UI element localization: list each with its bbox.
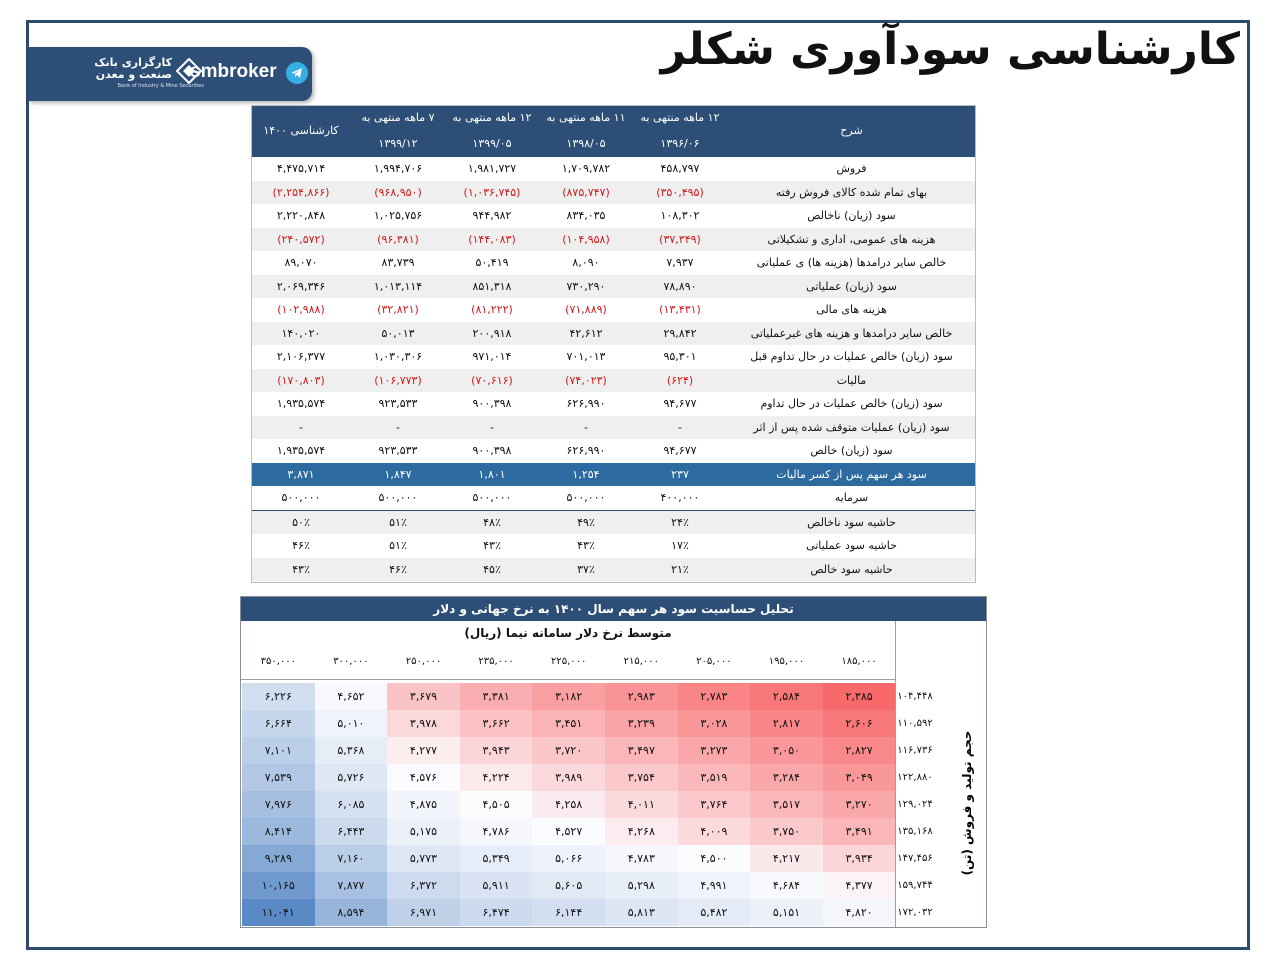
value-cell: ۱,۲۵۴ xyxy=(539,463,633,487)
row-label: سود (زیان) خالص عملیات در حال تداوم قبل xyxy=(750,350,953,364)
heatmap-cell: ۶,۱۴۴ xyxy=(532,899,605,926)
value-cell: ۸۳۴,۰۳۵ xyxy=(566,209,606,223)
header-line: ۱۲ ماهه منتهی به xyxy=(640,111,720,124)
heatmap-cell: ۳,۰۴۹ xyxy=(823,764,896,791)
page-title: کارشناسی سودآوری شکلر xyxy=(660,24,1240,75)
heatmap-cell: ۷,۱۶۰ xyxy=(315,845,388,872)
bank-name: کارگزاری بانک صنعت و معدن xyxy=(94,56,172,81)
value-cell: (۸۱,۲۲۲) xyxy=(471,303,513,317)
heatmap-cell: ۴,۶۵۲ xyxy=(315,683,388,710)
table-row xyxy=(251,251,976,275)
value-cell: ۷,۹۳۷ xyxy=(666,256,694,270)
heatmap-cell: ۲,۹۸۳ xyxy=(605,683,678,710)
value-cell: ۷۸,۸۹۰ xyxy=(633,275,727,299)
row-label: خالص سایر درامدها و هزینه های غیرعملیاتی xyxy=(727,322,976,346)
header-date: ۱۳۹۹/۰۵ xyxy=(472,137,512,150)
heatmap-cell: ۸,۵۹۴ xyxy=(315,899,388,926)
row-label: حاشیه سود خالص xyxy=(727,558,976,582)
value-cell: ۱,۹۳۵,۵۷۴ xyxy=(276,444,326,458)
volume-row-label: ۱۲۲,۸۸۰ xyxy=(897,772,933,783)
heatmap-cell: ۴,۸۷۵ xyxy=(387,791,460,818)
value-cell: ۲۰۰,۹۱۸ xyxy=(445,322,539,346)
value-cell: ۸۵۱,۳۱۸ xyxy=(445,275,539,299)
value-cell: (۱۷۰,۸۰۳) xyxy=(251,369,351,393)
header-date: ۱۳۹۶/۰۶ xyxy=(660,137,700,150)
value-cell: - xyxy=(251,416,351,440)
volume-row-label: ۱۴۷,۴۵۶ xyxy=(897,853,933,864)
heatmap-cell: ۲,۸۲۷ xyxy=(823,737,896,764)
heatmap-cell: ۳,۴۵۱ xyxy=(532,710,605,737)
table-row xyxy=(251,534,976,558)
heatmap-cell: ۵,۴۸۲ xyxy=(678,899,751,926)
heatmap-cell: ۶,۳۷۲ xyxy=(387,872,460,899)
heatmap-cell: ۴,۲۲۴ xyxy=(460,764,533,791)
heatmap-cell: ۳,۹۸۹ xyxy=(532,764,605,791)
value-cell: ۴۳٪ xyxy=(483,539,501,553)
value-cell: ۷۰۱,۰۱۳ xyxy=(566,350,606,364)
row-label: هزینه های عمومی، اداری و تشکیلاتی xyxy=(727,228,976,252)
row-label: حاشیه سود ناخالص xyxy=(727,510,976,534)
row-label: هزینه های مالی xyxy=(816,303,887,317)
volume-row-label: ۱۳۵,۱۶۸ xyxy=(897,826,933,837)
heatmap-cell: ۳,۹۴۳ xyxy=(460,737,533,764)
row-label: مالیات xyxy=(727,369,976,393)
heatmap-cell: ۶,۹۷۱ xyxy=(387,899,460,926)
row-label: سود (زیان) عملیاتی xyxy=(727,275,976,299)
heatmap-cell: ۳,۲۳۹ xyxy=(605,710,678,737)
dollar-rate-header: ۳۰۰,۰۰۰ xyxy=(333,656,369,667)
bank-name-en: Bank of Industry & Mine Securities xyxy=(117,83,204,89)
value-cell: (۳۲,۸۲۱) xyxy=(377,303,419,317)
value-cell: ۴,۴۷۵,۷۱۴ xyxy=(276,162,326,176)
value-cell: ۴۵۸,۷۹۷ xyxy=(660,162,700,176)
value-cell: ۱,۹۸۱,۷۲۷ xyxy=(467,162,517,176)
value-cell: ۹۰۰,۳۹۸ xyxy=(472,444,512,458)
heatmap-cell: ۵,۳۶۸ xyxy=(315,737,388,764)
heatmap-cell: ۸,۴۱۴ xyxy=(242,818,315,845)
row-label: سرمایه xyxy=(834,491,869,505)
value-cell: ۵۱٪ xyxy=(351,510,445,534)
table-row xyxy=(251,322,976,346)
volume-row-label: ۱۱۰,۵۹۲ xyxy=(897,718,933,729)
heatmap-cell: ۵,۷۲۶ xyxy=(315,764,388,791)
value-cell: ۲۳۷ xyxy=(633,463,727,487)
volume-axis-text: حجم تولید و فروش (تن) xyxy=(960,730,974,876)
sensitivity-title: تحلیل حساسیت سود هر سهم سال ۱۴۰۰ به نرخ جهانی و دلار xyxy=(241,597,986,621)
heatmap-cell: ۳,۲۷۰ xyxy=(823,791,896,818)
volume-axis-label xyxy=(949,683,985,923)
heatmap-cell: ۵,۲۹۸ xyxy=(605,872,678,899)
value-cell: ۱,۷۰۹,۷۸۲ xyxy=(561,162,611,176)
header-period xyxy=(351,105,445,157)
heatmap-cell: ۵,۳۴۹ xyxy=(460,845,533,872)
heatmap-cell: ۴,۵۰۰ xyxy=(678,845,751,872)
value-cell: ۵۰,۴۱۹ xyxy=(475,256,509,270)
value-cell: ۹۰۰,۳۹۸ xyxy=(472,397,512,411)
value-cell: (۹۶۸,۹۵۰) xyxy=(351,181,445,205)
value-cell: ۹۷۱,۰۱۴ xyxy=(472,350,512,364)
value-cell: ۱۴۰,۰۲۰ xyxy=(251,322,351,346)
row-label: بهای تمام شده کالای فروش رفته xyxy=(727,181,976,205)
heatmap-cell: ۴,۰۱۱ xyxy=(605,791,678,818)
heatmap-cell: ۴,۶۸۴ xyxy=(750,872,823,899)
value-cell: (۱۰۲,۹۸۸) xyxy=(277,303,325,317)
heatmap-cell: ۳,۵۱۷ xyxy=(750,791,823,818)
value-cell: (۷۱,۸۸۹) xyxy=(565,303,607,317)
header-line: ۷ ماهه منتهی به xyxy=(361,111,435,124)
volume-row-label: ۱۵۹,۷۴۴ xyxy=(897,880,933,891)
dollar-rate-header: ۱۸۵,۰۰۰ xyxy=(841,656,877,667)
heatmap-cell: ۴,۷۸۶ xyxy=(460,818,533,845)
value-cell: ۲,۱۰۶,۳۷۷ xyxy=(276,350,326,364)
heatmap-cell: ۵,۸۱۳ xyxy=(605,899,678,926)
value-cell: (۶۲۴) xyxy=(633,369,727,393)
heatmap-cell: ۴,۲۱۷ xyxy=(750,845,823,872)
heatmap-cell: ۳,۹۷۸ xyxy=(387,710,460,737)
heatmap-cell: ۶,۴۷۴ xyxy=(460,899,533,926)
value-cell: ۱,۰۲۵,۷۵۶ xyxy=(373,209,423,223)
broker-logo xyxy=(28,47,312,101)
header-description xyxy=(727,105,976,157)
row-label: حاشیه سود عملیاتی xyxy=(806,539,897,553)
heatmap-cell: ۵,۷۷۳ xyxy=(387,845,460,872)
heatmap-cell: ۳,۵۱۹ xyxy=(678,764,751,791)
value-cell: ۵۰٪ xyxy=(251,510,351,534)
heatmap-cell: ۷,۱۰۱ xyxy=(242,737,315,764)
value-cell: ۵۰۰,۰۰۰ xyxy=(566,491,606,505)
heatmap-cell: ۵,۱۷۵ xyxy=(387,818,460,845)
heatmap-cell: ۲,۷۸۳ xyxy=(678,683,751,710)
dollar-rate-axis-label: متوسط نرخ دلار سامانه نیما (ریال) xyxy=(464,626,672,640)
heatmap-cell: ۳,۹۳۴ xyxy=(823,845,896,872)
heatmap-cell: ۴,۲۷۷ xyxy=(387,737,460,764)
table-row xyxy=(251,486,976,510)
table-row xyxy=(251,369,976,393)
value-cell: ۱,۰۳۰,۳۰۶ xyxy=(373,350,423,364)
value-cell: ۱,۰۱۳,۱۱۴ xyxy=(351,275,445,299)
value-cell: - xyxy=(351,416,445,440)
table-row xyxy=(251,204,976,228)
header-line: کارشناسی ۱۴۰۰ xyxy=(263,124,339,137)
value-cell: ۴۹٪ xyxy=(539,510,633,534)
table-row xyxy=(251,439,976,463)
heatmap-cell: ۳,۷۵۴ xyxy=(605,764,678,791)
heatmap-cell: ۴,۲۵۸ xyxy=(532,791,605,818)
heatmap-cell: ۷,۸۷۷ xyxy=(315,872,388,899)
bank-logo xyxy=(68,53,204,95)
value-cell: (۱۰۶,۷۷۳) xyxy=(351,369,445,393)
value-cell: ۹۴,۶۷۷ xyxy=(663,397,697,411)
heatmap-cell: ۴,۵۷۶ xyxy=(387,764,460,791)
value-cell: ۴۵٪ xyxy=(445,558,539,582)
value-cell: ۹۲۳,۵۳۳ xyxy=(378,444,418,458)
value-cell: ۲,۰۶۹,۳۴۶ xyxy=(251,275,351,299)
heatmap-cell: ۵,۶۰۵ xyxy=(532,872,605,899)
financial-table xyxy=(251,105,976,581)
value-cell: ۵۰۰,۰۰۰ xyxy=(472,491,512,505)
table-row xyxy=(251,510,976,534)
sensitivity-table xyxy=(240,596,987,928)
value-cell: ۴۲,۶۱۲ xyxy=(539,322,633,346)
value-cell: ۸,۰۹۰ xyxy=(572,256,600,270)
table-row xyxy=(251,463,976,487)
value-cell: ۱,۹۳۵,۵۷۴ xyxy=(276,397,326,411)
table-row xyxy=(251,345,976,369)
heatmap-cell: ۳,۰۵۰ xyxy=(750,737,823,764)
heatmap-cell: ۶,۶۶۴ xyxy=(242,710,315,737)
heatmap-cell: ۳,۷۶۴ xyxy=(678,791,751,818)
table-row xyxy=(251,392,976,416)
heatmap-cell: ۵,۰۱۰ xyxy=(315,710,388,737)
value-cell: - xyxy=(445,416,539,440)
heatmap-cell: ۴,۵۲۷ xyxy=(532,818,605,845)
value-cell: ۹۴۴,۹۸۲ xyxy=(472,209,512,223)
table-row xyxy=(251,275,976,299)
heatmap-cell: ۱۰,۱۶۵ xyxy=(242,872,315,899)
heatmap-cell: ۶,۲۲۶ xyxy=(242,683,315,710)
value-cell: ۱,۹۹۴,۷۰۶ xyxy=(373,162,423,176)
heatmap-cell: ۷,۵۳۹ xyxy=(242,764,315,791)
header-period xyxy=(633,105,727,157)
heatmap-cell: ۴,۹۹۱ xyxy=(678,872,751,899)
volume-row-label: ۱۱۶,۷۳۶ xyxy=(897,745,933,756)
heatmap-cell: ۶,۴۴۳ xyxy=(315,818,388,845)
value-cell: (۹۶,۳۸۱) xyxy=(351,228,445,252)
dollar-rate-header: ۲۰۵,۰۰۰ xyxy=(696,656,732,667)
value-cell: ۲,۲۲۰,۸۴۸ xyxy=(276,209,326,223)
volume-row-label: ۱۲۹,۰۲۴ xyxy=(897,799,933,810)
row-label: سود (زیان) خالص عملیات در حال تداوم xyxy=(760,397,943,411)
dollar-rate-header: ۲۵۰,۰۰۰ xyxy=(405,656,442,667)
table-row xyxy=(251,228,976,252)
volume-row-label: ۱۰۴,۴۴۸ xyxy=(897,691,933,702)
heatmap-cell: ۳,۱۸۲ xyxy=(532,683,605,710)
heatmap-cell: ۶,۰۸۵ xyxy=(315,791,388,818)
value-cell: (۱,۰۳۶,۷۴۵) xyxy=(445,181,539,205)
heatmap-cell: ۴,۷۸۳ xyxy=(605,845,678,872)
value-cell: ۴۳٪ xyxy=(577,539,595,553)
heatmap-cell: ۲,۸۱۷ xyxy=(750,710,823,737)
heatmap-cell: ۲,۶۰۶ xyxy=(823,710,896,737)
value-cell: (۱۰۴,۹۵۸) xyxy=(539,228,633,252)
header-line: ۱۲ ماهه منتهی به xyxy=(452,111,532,124)
dollar-rate-header: ۱۹۵,۰۰۰ xyxy=(768,656,805,667)
row-label: سود (زیان) خالص xyxy=(810,444,893,458)
heatmap-cell: ۳,۷۲۰ xyxy=(532,737,605,764)
value-cell: ۸۹,۰۷۰ xyxy=(284,256,318,270)
heatmap-cell: ۹,۲۸۹ xyxy=(242,845,315,872)
divider xyxy=(241,679,895,680)
value-cell: ۸۳,۷۳۹ xyxy=(381,256,415,270)
table-row xyxy=(251,157,976,181)
heatmap-cell: ۲,۳۸۵ xyxy=(823,683,896,710)
heatmap-cell: ۴,۳۷۷ xyxy=(823,872,896,899)
heatmap-cell: ۳,۶۶۲ xyxy=(460,710,533,737)
value-cell: ۲۱٪ xyxy=(633,558,727,582)
value-cell: (۷۰,۶۱۶) xyxy=(445,369,539,393)
value-cell: ۱,۸۰۱ xyxy=(445,463,539,487)
table-row xyxy=(251,298,976,322)
header-line: ۱۱ ماهه منتهی به xyxy=(546,111,626,124)
value-cell: - xyxy=(633,416,727,440)
heatmap-cell: ۳,۶۷۹ xyxy=(387,683,460,710)
heatmap-cell: ۴,۸۲۰ xyxy=(823,899,896,926)
row-label: سود (زیان) ناخالص xyxy=(807,209,896,223)
value-cell: ۴۶٪ xyxy=(292,539,310,553)
value-cell: ۱,۸۴۷ xyxy=(351,463,445,487)
heatmap-cell: ۲,۵۸۴ xyxy=(750,683,823,710)
value-cell: ۹۵,۳۰۱ xyxy=(663,350,697,364)
value-cell: ۱۷٪ xyxy=(671,539,689,553)
value-cell: (۲,۲۵۴,۸۶۶) xyxy=(251,181,351,205)
value-cell: - xyxy=(539,416,633,440)
value-cell: ۵۰,۰۱۳ xyxy=(351,322,445,346)
value-cell: (۱۴۴,۰۸۳) xyxy=(445,228,539,252)
value-cell: ۳۷٪ xyxy=(539,558,633,582)
heatmap-cell: ۳,۴۹۷ xyxy=(605,737,678,764)
heatmap-cell: ۳,۴۹۱ xyxy=(823,818,896,845)
header-line: شرح xyxy=(840,124,863,137)
heatmap-cell: ۴,۲۶۸ xyxy=(605,818,678,845)
value-cell: ۹۲۳,۵۳۳ xyxy=(378,397,418,411)
value-cell: ۴۳٪ xyxy=(251,558,351,582)
row-label: خالص سایر درامدها (هزینه ها) ی عملیاتی xyxy=(756,256,947,270)
value-cell: ۹۴,۶۷۷ xyxy=(663,444,697,458)
header-date: ۱۳۹۸/۰۵ xyxy=(566,137,606,150)
heatmap-cell: ۷,۹۷۶ xyxy=(242,791,315,818)
value-cell: (۱۳,۴۳۱) xyxy=(659,303,701,317)
header-period xyxy=(251,105,351,157)
table-row xyxy=(251,181,976,205)
row-label: سود هر سهم پس از کسر مالیات xyxy=(727,463,976,487)
value-cell: ۵۰۰,۰۰۰ xyxy=(378,491,418,505)
value-cell: ۶۲۶,۹۹۰ xyxy=(566,444,606,458)
value-cell: ۵۱٪ xyxy=(389,539,407,553)
telegram-icon xyxy=(286,62,308,84)
dollar-rate-header: ۲۲۵,۰۰۰ xyxy=(550,656,587,667)
table-header xyxy=(251,105,976,157)
value-cell: ۴۰۰,۰۰۰ xyxy=(660,491,700,505)
value-cell: ۷۳۰,۲۹۰ xyxy=(539,275,633,299)
value-cell: ۲۹,۸۴۲ xyxy=(633,322,727,346)
heatmap-cell: ۵,۱۵۱ xyxy=(750,899,823,926)
row-label: سود (زیان) عملیات متوقف شده پس از اثر xyxy=(727,416,976,440)
header-period xyxy=(445,105,539,157)
heatmap-cell: ۳,۳۸۱ xyxy=(460,683,533,710)
heatmap-cell: ۱۱,۰۴۱ xyxy=(242,899,315,926)
value-cell: ۵۰۰,۰۰۰ xyxy=(281,491,321,505)
value-cell: ۳,۸۷۱ xyxy=(251,463,351,487)
heatmap-cell: ۳,۷۵۰ xyxy=(750,818,823,845)
heatmap-cell: ۳,۲۸۴ xyxy=(750,764,823,791)
heatmap-cell: ۵,۰۶۶ xyxy=(532,845,605,872)
value-cell: ۶۲۶,۹۹۰ xyxy=(566,397,606,411)
heatmap-cell: ۴,۵۰۵ xyxy=(460,791,533,818)
row-label: فروش xyxy=(836,162,867,176)
value-cell: ۴۸٪ xyxy=(445,510,539,534)
dollar-rate-header: ۲۳۵,۰۰۰ xyxy=(478,656,514,667)
value-cell: (۷۴,۰۲۳) xyxy=(539,369,633,393)
value-cell: ۴۶٪ xyxy=(351,558,445,582)
table-row xyxy=(251,416,976,440)
heatmap-cell: ۵,۹۱۱ xyxy=(460,872,533,899)
value-cell: ۱۰۸,۳۰۲ xyxy=(660,209,700,223)
header-period xyxy=(539,105,633,157)
heatmap-cell: ۴,۰۰۹ xyxy=(678,818,751,845)
table-row xyxy=(251,558,976,582)
value-cell: (۸۷۵,۷۴۷) xyxy=(539,181,633,205)
heatmap-cell: ۳,۰۲۸ xyxy=(678,710,751,737)
header-date: ۱۳۹۹/۱۲ xyxy=(378,137,418,150)
dollar-rate-header: ۲۱۵,۰۰۰ xyxy=(623,656,659,667)
heatmap-cell: ۳,۲۷۳ xyxy=(678,737,751,764)
brand-name: smbroker xyxy=(190,61,277,82)
value-cell: (۳۷,۳۴۹) xyxy=(633,228,727,252)
value-cell: (۲۴۰,۵۷۲) xyxy=(251,228,351,252)
value-cell: (۳۵۰,۴۹۵) xyxy=(633,181,727,205)
dollar-rate-header: ۳۵۰,۰۰۰ xyxy=(260,656,296,667)
value-cell: ۲۴٪ xyxy=(633,510,727,534)
volume-row-label: ۱۷۲,۰۳۲ xyxy=(897,907,933,918)
